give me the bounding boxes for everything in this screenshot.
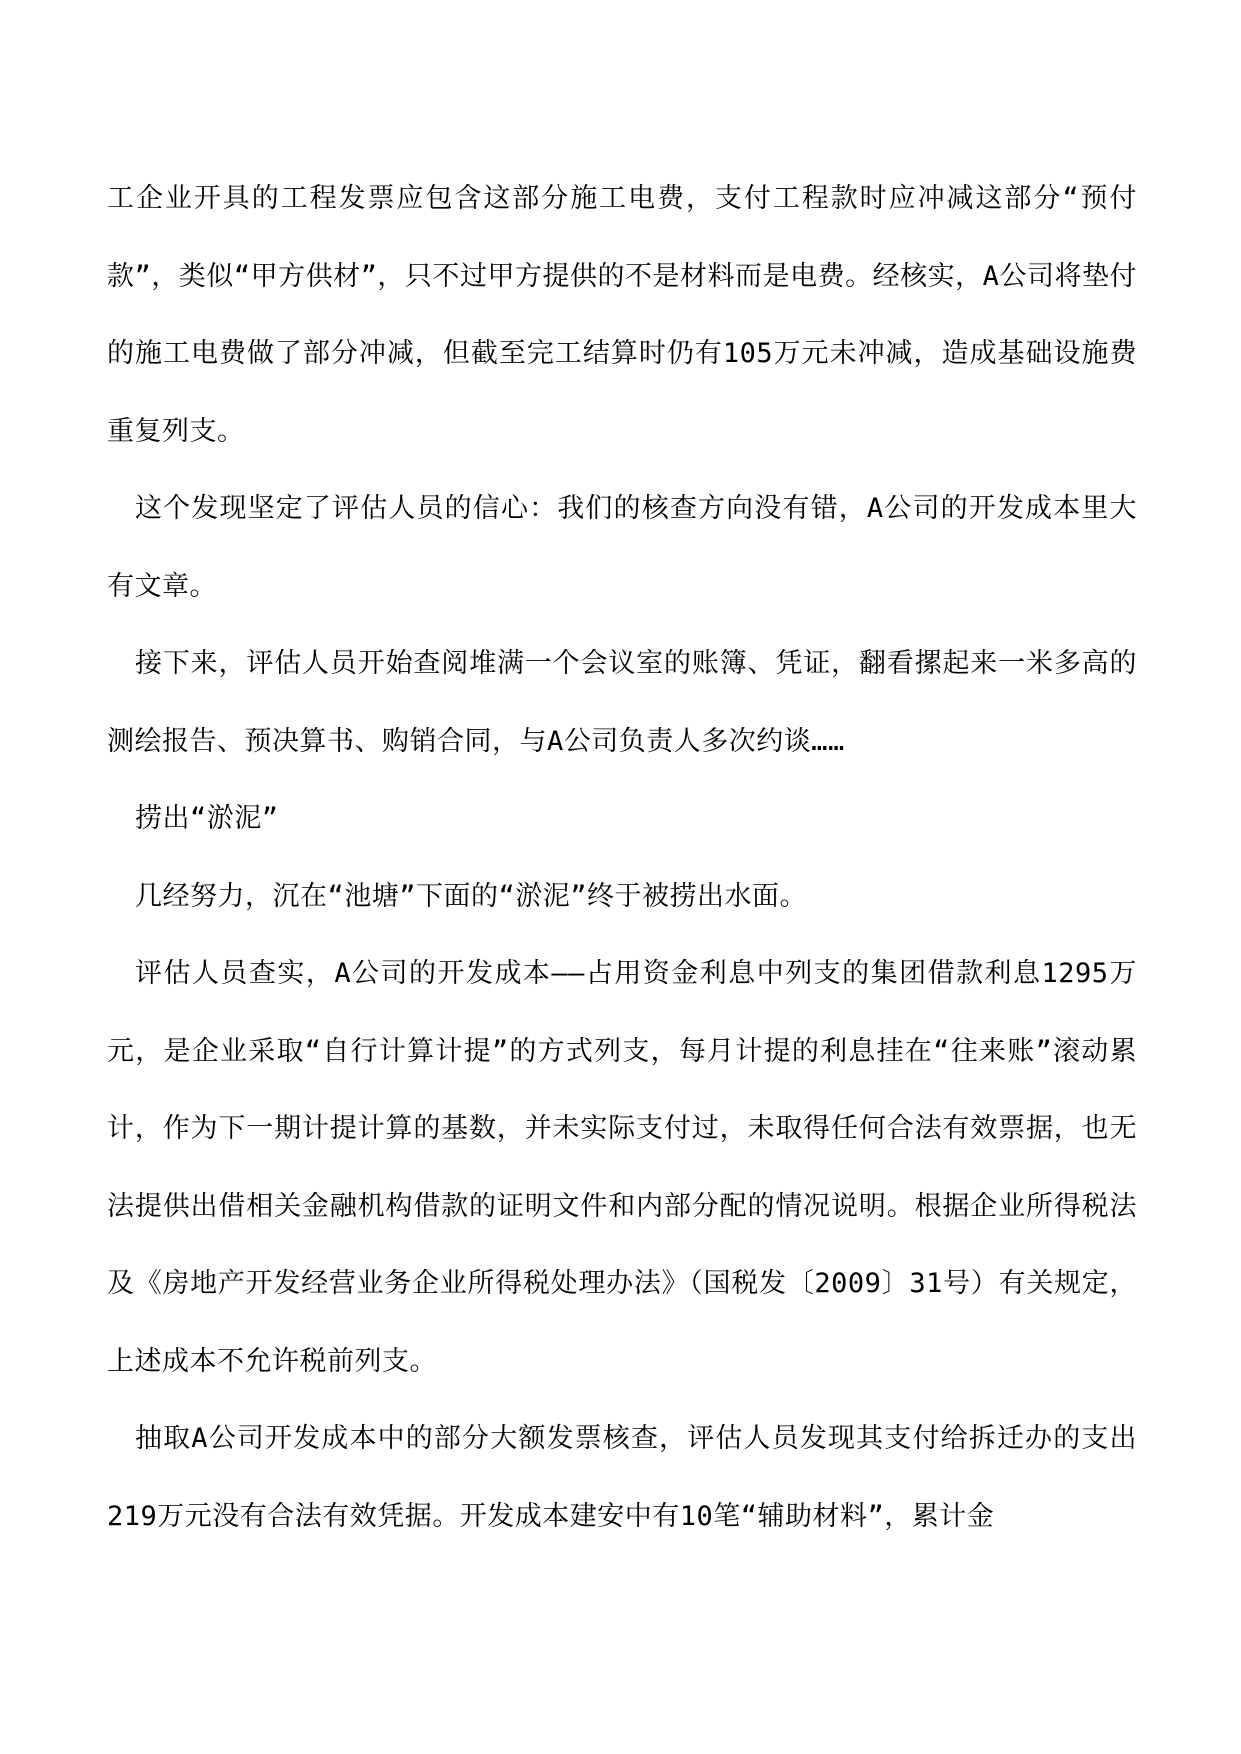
paragraph: 工企业开具的工程发票应包含这部分施工电费，支付工程款时应冲减这部分“预付款”，类似“甲方供材”，只不过甲方提供的不是材料而是电费。经核实，A公司将垫付的施工电费做了部分冲减，但截至完工结算时仍有105万元未冲减，造成基础设施费重复列支。 — [107, 183, 1137, 447]
paragraph: 几经努力，沉在“池塘”下面的“淤泥”终于被捞出水面。 — [135, 880, 808, 912]
paragraph: 评估人员查实，A公司的开发成本——占用资金利息中列支的集团借款利息1295万元，是企业采取“自行计算计提”的方式列支，每月计提的利息挂在“往来账”滚动累计，作为下一期计提计算的基数，并未实际支付过，未取得任何合法有效票据，也无法提供出借相关金融机构借款的证明文件和内部分配的情况说明。根据企业所得税法及《房地产开发经营业务企业所得税处理办法》（国税发〔2009〕31号）有关规定，上述成本不允许税前列支。 — [107, 958, 1137, 1377]
document-body — [107, 160, 1137, 1555]
section-heading: 捞出“淤泥” — [135, 803, 279, 834]
paragraph: 这个发现坚定了评估人员的信心：我们的核查方向没有错，A公司的开发成本里大有文章。 — [107, 493, 1137, 602]
paragraph: 接下来，评估人员开始查阅堆满一个会议室的账簿、凭证，翻看摞起来一米多高的测绘报告、预决算书、购销合同，与A公司负责人多次约谈…… — [107, 648, 1137, 757]
paragraph: 抽取A公司开发成本中的部分大额发票核查，评估人员发现其支付给拆迁办的支出219万元没有合法有效凭据。开发成本建安中有10笔“辅助材料”，累计金 — [107, 1423, 1137, 1532]
